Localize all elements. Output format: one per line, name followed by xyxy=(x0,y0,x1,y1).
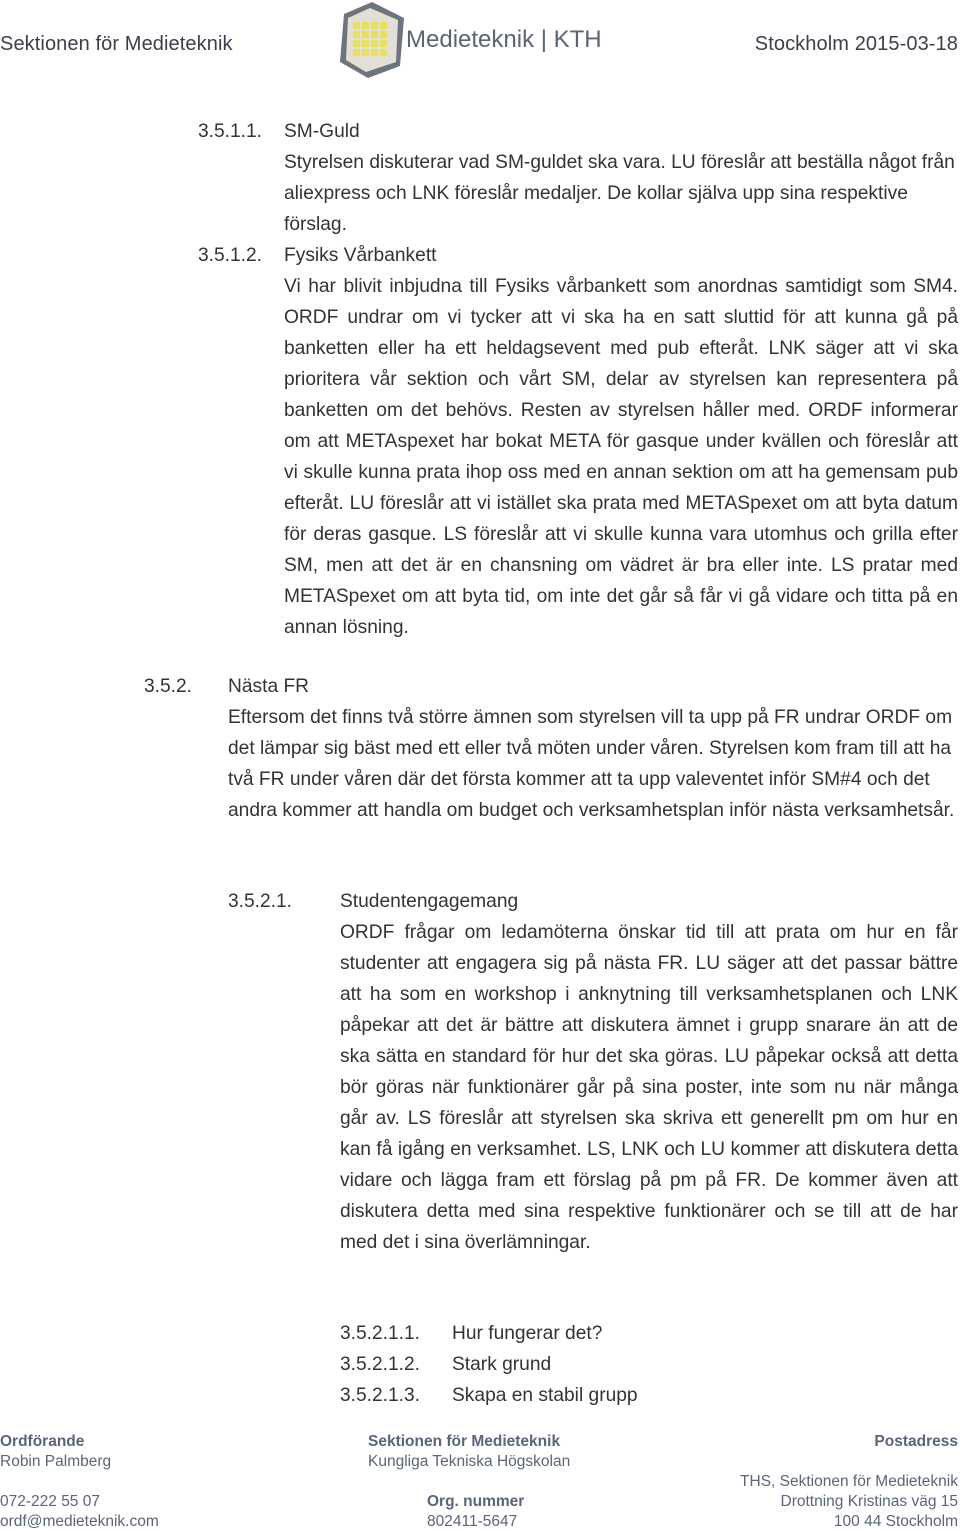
footer-org-heading: Sektionen för Medieteknik xyxy=(368,1433,561,1450)
footer-phone: 072-222 55 07 xyxy=(0,1493,100,1510)
section-title-fysiks-varbankett: Fysiks Vårbankett xyxy=(284,245,437,266)
subitem-number: 3.5.2.1.3. xyxy=(340,1385,421,1406)
logo-text: Medieteknik | KTH xyxy=(406,26,602,53)
footer-chair-heading: Ordförande xyxy=(0,1433,85,1450)
section-number-3521: 3.5.2.1. xyxy=(228,891,293,912)
section-title-sm-guld: SM-Guld xyxy=(284,121,360,142)
footer-postal-line1: THS, Sektionen för Medieteknik xyxy=(740,1473,958,1490)
footer-email-link[interactable]: ordf@medieteknik.com xyxy=(0,1513,159,1530)
section-title-studentengagemang: Studentengagemang xyxy=(340,891,519,912)
kth-logo xyxy=(340,0,630,80)
subitem-title: Hur fungerar det? xyxy=(452,1323,603,1344)
section-number-35111: 3.5.1.1. xyxy=(198,121,263,142)
header-section-name: Sektionen för Medieteknik xyxy=(0,33,233,55)
section-body-nasta-fr: Eftersom det finns två större ämnen som styrelsen vill ta upp på FR undrar ORDF om det lämpar sig bäst med ett eller två möten under våren. Styrelsen kom fram till att ha två FR under våren där det första kommer att ta upp valeventet inför SM#4 och det andra kommer att handla om budget och verksamhetsplan inför nästa verksamhetsår. xyxy=(228,707,955,821)
footer-university: Kungliga Tekniska Högskolan xyxy=(368,1453,571,1470)
footer-postal-heading: Postadress xyxy=(874,1433,958,1450)
subitem-number: 3.5.2.1.2. xyxy=(340,1354,421,1375)
footer-postal-line3: 100 44 Stockholm xyxy=(833,1513,958,1530)
section-body-fysiks-varbankett: Vi har blivit inbjudna till Fysiks vårbankett som anordnas samtidigt som SM4. ORDF undrar om vi tycker att vi ska ha en satt sluttid för att kunna gå på banketten eller ha ett heldagsevent med pub efteråt. LNK säger att vi ska prioritera vår sektion och vårt SM, delar av styrelsen kan representera på banketten om det behövs. Resten av styrelsen håller med. ORDF informerar om att METAspexet har bokat META för gasque under kvällen och föreslår att vi skulle kunna prata ihop oss med en annan sektion om att ha gemensam pub efteråt. LU föreslår att vi istället ska prata med METASpexet om att byta datum för deras gasque. LS föreslår att vi skulle kunna vara utomhus och grilla efter SM, men att det är en chansning om vädret är bra eller inte. LS pratar med METASpexet om att byta tid, om inte det går så får vi gå vidare och titta på en annan lösning. xyxy=(284,276,958,638)
subitem-title: Stark grund xyxy=(452,1354,552,1375)
section-body-studentengagemang: ORDF frågar om ledamöterna önskar tid till att prata om hur en får studenter att engagera sig på nästa FR. LU säger att det passar bättre att ha som en workshop i anknytning till verksamhetsplanen och LNK påpekar att det är bättre att diskutera ämnet i grupp snarare än att de ska sätta en standard för hur det ska göras. LU påpekar också att detta bör göras när funktionärer går på sina poster, inte som nu när många går av. LS föreslår att styrelsen ska skriva ett generellt pm om hur en kan få igång en verksamhet. LS, LNK och LU kommer att diskutera detta vidare och lägga fram ett förslag på pm på FR. De kommer även att diskutera detta med sina respektive funktionärer och se till att de har med det i sina överlämningar. xyxy=(340,922,958,1253)
footer-org-number: 802411-5647 xyxy=(427,1513,518,1530)
footer-postal-line2: Drottning Kristinas väg 15 xyxy=(780,1493,958,1510)
subitem-title: Skapa en stabil grupp xyxy=(452,1385,638,1406)
section-number-35112: 3.5.1.2. xyxy=(198,245,263,266)
section-number-352: 3.5.2. xyxy=(144,676,193,697)
section-body-sm-guld: Styrelsen diskuterar vad SM-guldet ska vara. LU föreslår att beställa något från aliexpress och LNK föreslår medaljer. De kollar själva upp sina respektive förslag. xyxy=(284,152,955,235)
footer-chair-name: Robin Palmberg xyxy=(0,1453,112,1470)
subitem-number: 3.5.2.1.1. xyxy=(340,1323,421,1344)
logo-mark-icon xyxy=(340,0,410,80)
header-date: Stockholm 2015-03-18 xyxy=(754,33,958,55)
footer-org-number-heading: Org. nummer xyxy=(427,1493,525,1510)
section-title-nasta-fr: Nästa FR xyxy=(228,676,310,697)
